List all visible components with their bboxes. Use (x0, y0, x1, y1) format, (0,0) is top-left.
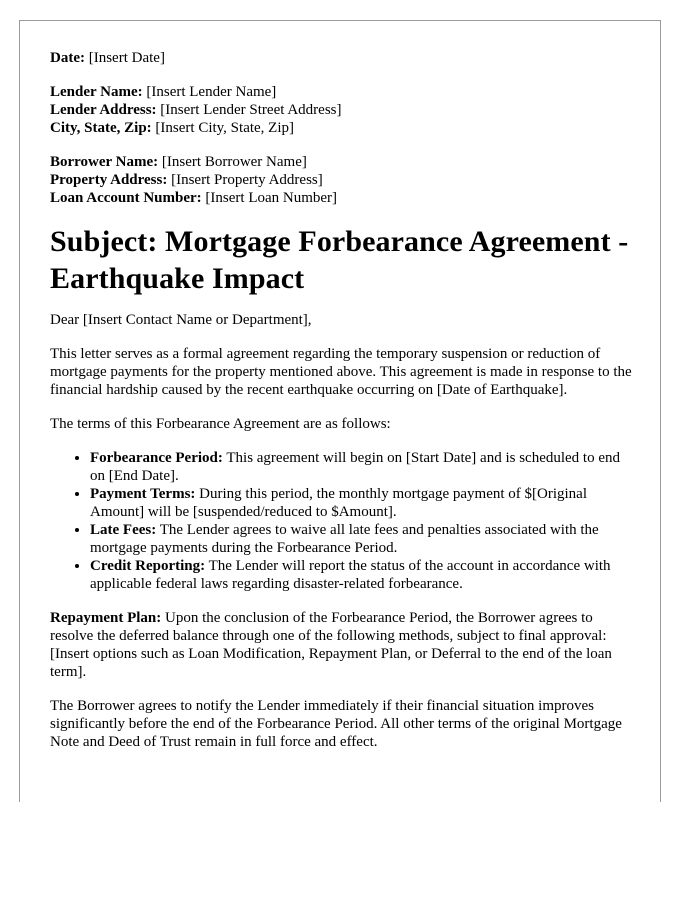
lender-block (50, 83, 638, 137)
term-payment-terms (90, 485, 638, 521)
property-address-label: Property Address: (50, 172, 168, 188)
borrower-block (50, 153, 638, 207)
property-address-line (50, 171, 638, 189)
borrower-name-line (50, 153, 638, 171)
term-text: The Lender agrees to waive all late fees and penalties associated with the mortgage payments during the Forbearance Period. (90, 522, 599, 556)
loan-number-line (50, 189, 638, 207)
notify-paragraph: The Borrower agrees to notify the Lender immediately if their financial situation improves significantly before the end of the Forbearance Period. All other terms of the original Mortgage Note and Deed of Trust remain in full force and effect. (50, 698, 622, 750)
lender-address-value: [Insert Lender Street Address] (160, 102, 342, 118)
lender-address-line (50, 101, 638, 119)
term-text: The Lender will report the status of the account in accordance with applicable federal laws regarding disaster-related forbearance. (90, 558, 611, 592)
salutation: Dear [Insert Contact Name or Department], (50, 312, 312, 328)
lender-name-label: Lender Name: (50, 84, 143, 100)
repayment-paragraph (50, 609, 638, 681)
term-label: Late Fees: (90, 522, 157, 538)
term-text: This agreement will begin on [Start Date] and is scheduled to end on [End Date]. (90, 450, 620, 484)
repayment-label: Repayment Plan: (50, 610, 162, 626)
borrower-name-label: Borrower Name: (50, 154, 159, 170)
date-value: [Insert Date] (88, 50, 165, 66)
intro-paragraph: This letter serves as a formal agreement regarding the temporary suspension or reduction of mortgage payments for the property mentioned above. This agreement is made in response to the financial hardship caused by the recent earthquake occurring on [Date of Earthquake]. (50, 346, 632, 398)
terms-intro: The terms of this Forbearance Agreement are as follows: (50, 416, 391, 432)
term-label: Credit Reporting: (90, 558, 206, 574)
lender-city-label: City, State, Zip: (50, 120, 152, 136)
date-label: Date: (50, 50, 85, 66)
loan-number-label: Loan Account Number: (50, 190, 202, 206)
lender-name-value: [Insert Lender Name] (146, 84, 277, 100)
letter-content (50, 49, 638, 767)
term-label: Forbearance Period: (90, 450, 223, 466)
borrower-name-value: [Insert Borrower Name] (161, 154, 307, 170)
terms-list (50, 449, 638, 593)
lender-address-label: Lender Address: (50, 102, 157, 118)
repayment-text: Upon the conclusion of the Forbearance Period, the Borrower agrees to resolve the deferred balance through one of the following methods, subject to final approval: [Insert options such as Loan Modification, Repayment Plan, or Deferral to the end of the loan term]. (50, 610, 612, 680)
term-late-fees (90, 521, 638, 557)
term-credit-reporting (90, 557, 638, 593)
loan-number-value: [Insert Loan Number] (205, 190, 338, 206)
lender-city-line (50, 119, 638, 137)
property-address-value: [Insert Property Address] (171, 172, 323, 188)
subject-heading: Subject: Mortgage Forbearance Agreement - Earthquake Impact (50, 225, 629, 295)
term-forbearance-period (90, 449, 638, 485)
date-line (50, 49, 638, 67)
term-text: During this period, the monthly mortgage payment of $[Original Amount] will be [suspended/reduced to $Amount]. (90, 486, 587, 520)
lender-city-value: [Insert City, State, Zip] (155, 120, 295, 136)
letter-page (19, 20, 661, 802)
term-label: Payment Terms: (90, 486, 196, 502)
lender-name-line (50, 83, 638, 101)
